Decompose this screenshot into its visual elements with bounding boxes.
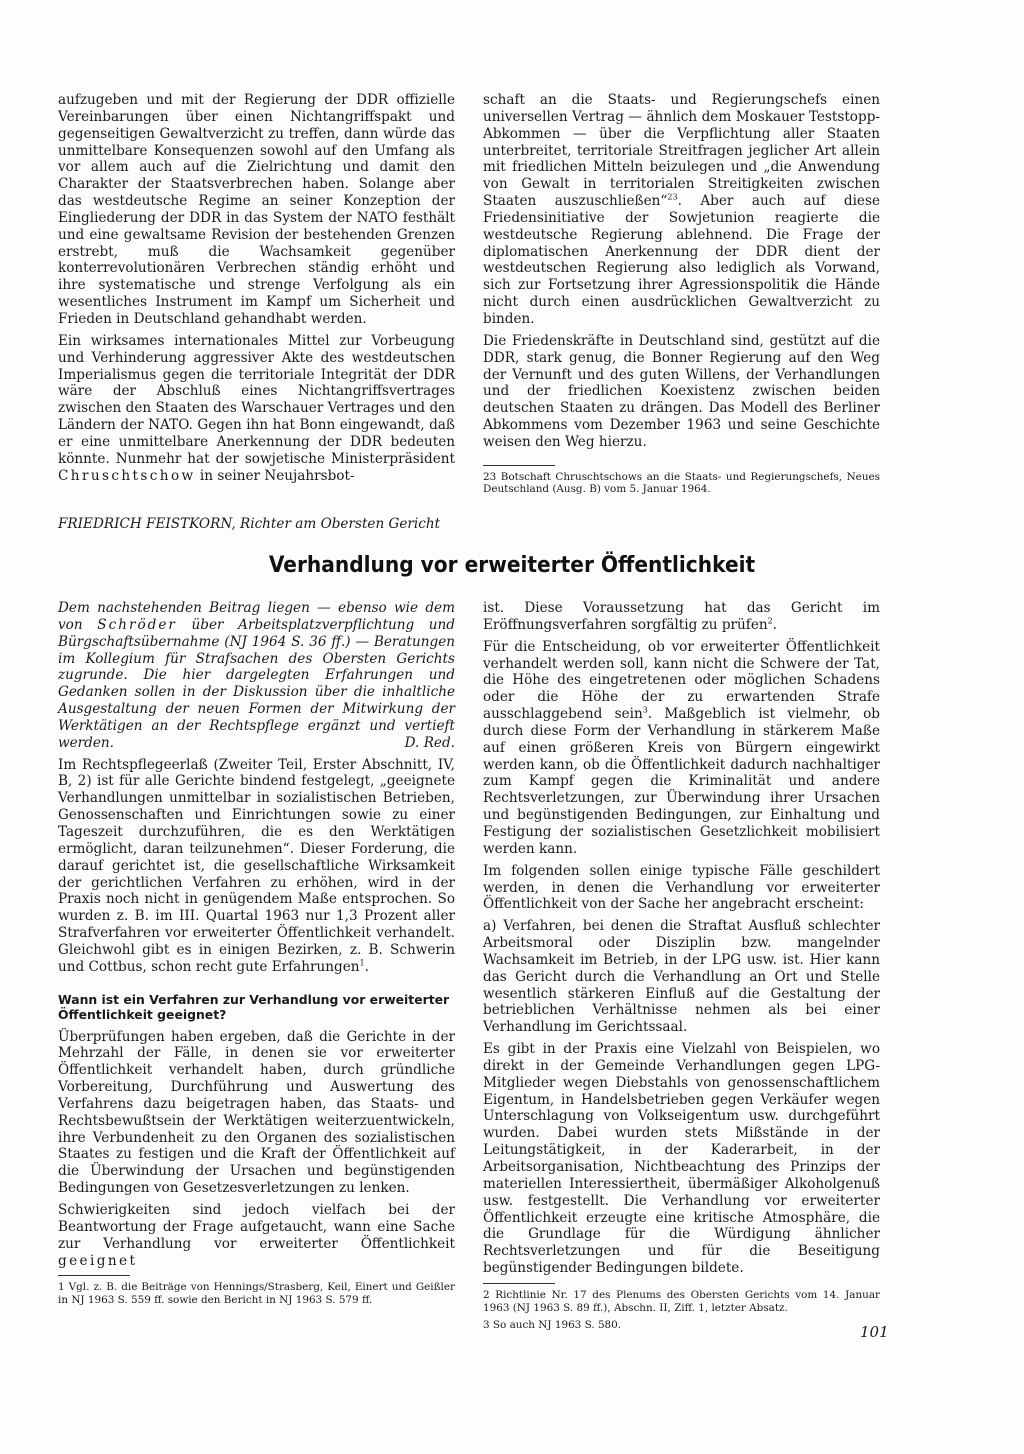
footnote: 2 Richtlinie Nr. 17 des Plenums des Obersten Gerichts vom 14. Januar 1963 (NJ 1963 S. 89 ff.), Abschn. II, Ziff. 1, letzter Absatz. [483, 1288, 880, 1314]
byline: FRIEDRICH FEISTKORN, Richter am Obersten Gericht [58, 516, 441, 532]
paragraph: Im folgenden sollen einige typische Fälle geschildert werden, in denen die Verhandlung vor erweiterter Öffentlichkeit von der Sache her angebracht erscheint: [483, 862, 880, 913]
article-right-column [483, 600, 880, 1337]
paragraph: a) Verfahren, bei denen die Straftat Ausfluß schlechter Arbeitsmoral oder Disziplin bzw. mangelnder Wachsamkeit im Betrieb, in der LPG usw. ist. Hier kann das Gericht durch die Verhandlung an Ort und Stelle wesentlich stärkeren Einfluß auf die Gestaltung der betrieblichen Verhältnisse nehmen als bei einer Verhandlung im Gerichtssaal. [483, 918, 880, 1036]
paragraph: Es gibt in der Praxis eine Vielzahl von Beispielen, wo direkt in der Gemeinde Verhandlungen gegen LPG-Mitglieder wegen Diebstahls von genossenschaftlichem Eigentum, in Handelsbetrieben gegen Verkäufer wegen Unterschlagung von Volkseigentum usw. durchgeführt wurden. Dabei wurden stets Mißstände in der Leitungstätigkeit, in der Kaderarbeit, in der Arbeitsorganisation, Nichtbeachtung des Prinzips der materiellen Interessiertheit, übermäßiger Alkoholgenuß usw. festgestellt. Die Verhandlung vor erweiterter Öffentlichkeit erzeugte eine kritische Atmosphäre, die die Grundlage für die Würdigung ähnlicher Rechtsverletzungen und für die Beseitigung begünstigender Bedingungen bildete. [483, 1041, 880, 1277]
article-headline: Verhandlung vor erweiterter Öffentlichkeit [268, 552, 756, 578]
editor-signature: D. Red. [404, 734, 455, 751]
editorial-intro: Dem nachstehenden Beitrag liegen — ebenso wie dem von Schröder über Arbeitsplatzverpflichtung und Bürgschaftsübernahme (NJ 1964 S. 36 ff.) — Beratungen im Kollegium für Strafsachen des Obersten Gerichts zugrunde. Die hier dargelegten Erfahrungen und Gedanken sollen in der Diskussion über die inhaltliche Ausgestaltung der neuen Formen der Mitwirkung der Werktätigen an der Rechtspflege ergänzt und vertieft werden. D. Red. [58, 600, 455, 751]
paragraph: aufzugeben und mit der Regierung der DDR offizielle Vereinbarungen über einen Nichtangriffspakt und gegenseitigen Gewaltverzicht zu treffen, dann würde das unmittelbare Konsequenzen sowohl auf den Umfang als vor allem auch auf die Zielrichtung und damit den Charakter der Staatsverbrechen haben. Solange aber das westdeutsche Regime an seiner Konzeption der Eingliederung der DDR in das System der NATO festhält und eine gewaltsame Revision der bestehenden Grenzen erstrebt, muß die Wachsamkeit gegenüber konterrevolutionären Verbrechen ständig erhöht und ihre systematische und strenge Verfolgung als ein wesentliches Instrument im Kampf um Sicherheit und Frieden in Deutschland gehandhabt werden. [58, 92, 455, 327]
paragraph: Ein wirksames internationales Mittel zur Vorbeugung und Verhinderung aggressiver Akte des westdeutschen Imperialismus gegen die territoriale Integrität der DDR wäre der Abschluß eines Nichtangriffsvertrages zwischen den Staaten des Warschauer Vertrages und den Ländern der NATO. Gegen ihn hat Bonn eingewandt, daß er eine unmittelbare Anerkennung der DDR bedeuten könnte. Nunmehr hat der sowjetische Ministerpräsident Chruschtschow in seiner Neujahrsbot- [58, 332, 455, 484]
page-number: 101 [860, 1323, 889, 1341]
paragraph: schaft an die Staats- und Regierungschefs einen universellen Vertrag — ähnlich dem Moskauer Teststopp-Abkommen — über die Verpflichtung aller Staaten unterbreitet, territoriale Streitfragen jeglicher Art allein mit friedlichen Mitteln beizulegen und „die Anwendung von Gewalt in territorialen Streitigkeiten zwischen Staaten auszuschließen“$^{23}$. Aber auch auf diese Friedensinitiative der Sowjetunion reagierte die westdeutsche Regierung ablehnend. Die Frage der diplomatischen Anerkennung der DDR dient der westdeutschen Regierung also lediglich als Vorwand, sich zur Fortsetzung ihrer Agressionspolitik die Hände nicht durch einen ausdrücklichen Gewaltverzicht zu binden. [483, 92, 881, 327]
paragraph: Für die Entscheidung, ob vor erweiterter Öffentlichkeit verhandelt werden soll, kann nicht die Schwere der Tat, die Höhe des eingetretenen oder möglichen Schadens oder die Höhe der zu erwartenden Strafe ausschlaggebend sein$^3$. Maßgeblich ist vielmehr, ob durch diese Form der Verhandlung in stärkerem Maße auf einen größeren Kreis von Bürgern eingewirkt werden kann, ob die Öffentlichkeit dadurch nachhaltiger zum Kampf gegen die Kriminalität und andere Rechtsverletzungen, zur Überwindung ihrer Ursachen und begünstigenden Bedingungen, zur Einhaltung und Festigung der sozialistischen Gesetzlichkeit mobilisiert werden kann. [483, 638, 880, 857]
paragraph: ist. Diese Voraussetzung hat das Gericht im Eröffnungsverfahren sorgfältig zu prüfen$^2$. [483, 600, 880, 633]
paragraph: Überprüfungen haben ergeben, daß die Gerichte in der Mehrzahl der Fälle, in denen sie vor erweiterter Öffentlichkeit verhandelt haben, durch gründliche Vorbereitung, Durchführung und Auswertung des Verfahrens dazu beigetragen haben, das Staats- und Rechtsbewußtsein der Werktätigen weiterzuentwickeln, ihre Verbundenheit zu den Organen des sozialistischen Staates zu festigen und die Kraft der Öffentlichkeit auf die Überwindung der Ursachen und begünstigenden Bedingungen von Gesetzesverletzungen zu lenken. [58, 1028, 455, 1197]
footnote-rule [483, 1283, 555, 1284]
top-right-column [483, 92, 880, 501]
footnote: 1 Vgl. z. B. die Beiträge von Hennings/Strasberg, Keil, Einert und Geißler in NJ 1963 S. 559 ff. sowie den Bericht in NJ 1963 S. 579 ff. [58, 1281, 455, 1306]
footnote-rule [483, 465, 555, 466]
top-left-column [58, 92, 455, 489]
paragraph: Schwierigkeiten sind jedoch vielfach bei der Beantwortung der Frage aufgetaucht, wann eine Sache zur Verhandlung vor erweiterter Öffentlichkeit geeignet [58, 1202, 455, 1269]
footnote-rule [58, 1275, 130, 1276]
subheading: Wann ist ein Verfahren zur Verhandlung vor erweiterter Öffentlichkeit geeignet? [58, 991, 450, 1023]
footnote: 23 Botschaft Chruschtschows an die Staats- und Regierungschefs, Neues Deutschland (Ausg. B) vom 5. Januar 1964. [483, 470, 880, 496]
footnote: 3 So auch NJ 1963 S. 580. [483, 1319, 622, 1332]
article-left-column [58, 600, 455, 1312]
paragraph: Die Friedenskräfte in Deutschland sind, gestützt auf die DDR, stark genug, die Bonner Regierung auf den Weg der Vernunft und des guten Willens, der Verhandlungen und der friedlichen Koexistenz zwischen beiden deutschen Staaten zu drängen. Das Modell des Berliner Abkommens vom Dezember 1963 und seine Geschichte weisen den Weg hierzu. [483, 332, 880, 450]
paragraph: Im Rechtspflegeerlaß (Zweiter Teil, Erster Abschnitt, IV, B, 2) ist für alle Gerichte bindend festgelegt, „geeignete Verhandlungen unmittelbar in sozialistischen Betrieben, Genossenschaften und Einrichtungen sowie zu einer Tageszeit durchzuführen, die es den Werktätigen ermöglicht, daran teilzunehmen“. Dieser Forderung, die darauf gerichtet ist, die gesellschaftliche Wirksamkeit der gerichtlichen Verfahren zu erhöhen, wird in der Praxis noch nicht in genügendem Maße entsprochen. So wurden z. B. im III. Quartal 1963 nur 1,3 Prozent aller Strafverfahren vor erweiterter Öffentlichkeit verhandelt. Gleichwohl gibt es in einigen Bezirken, z. B. Schwerin und Cottbus, schon recht gute Erfahrungen$^1$. [58, 756, 455, 975]
